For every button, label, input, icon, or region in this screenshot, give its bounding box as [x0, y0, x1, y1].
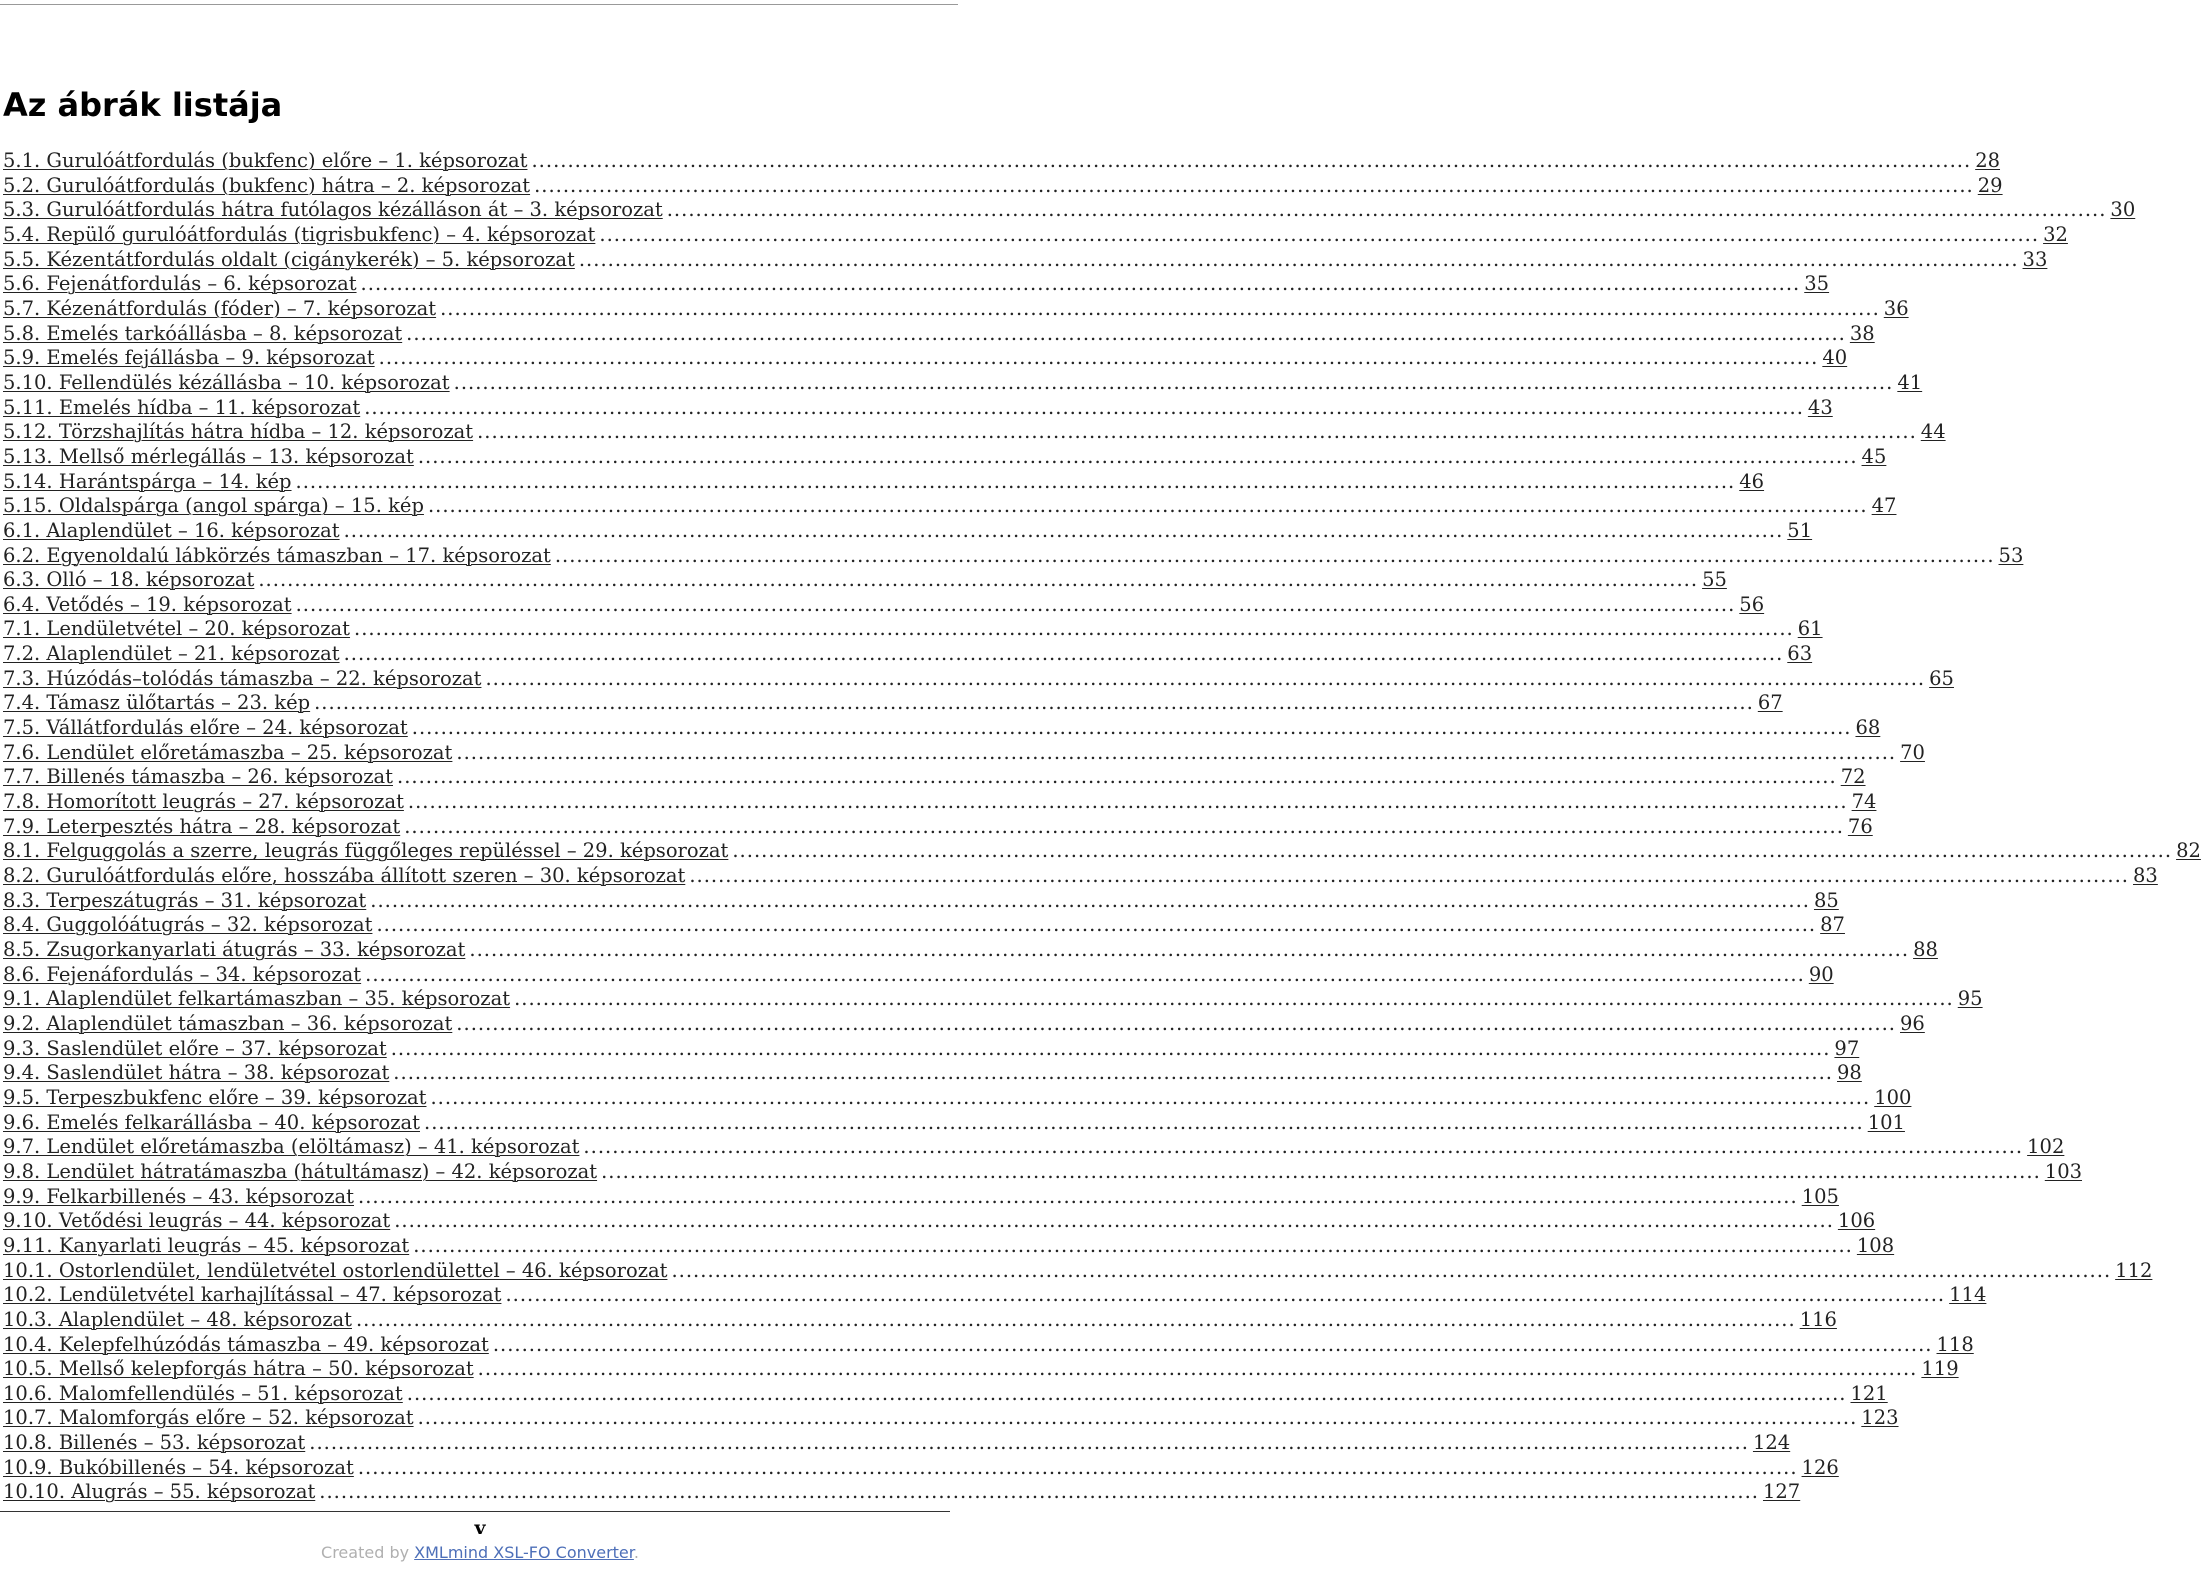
entry-page-number: 87 — [1820, 913, 1845, 937]
dot-leader: ........................................................................................................................................................................................................ — [258, 568, 1699, 592]
dot-leader: ........................................................................................................................................................................................................ — [469, 938, 1910, 961]
toc-entry[interactable] — [3, 1061, 1862, 1086]
entry-title: 7.1. Lendületvétel – 20. képsorozat — [3, 617, 351, 641]
entry-title: 5.6. Fejenátfordulás – 6. képsorozat — [3, 272, 357, 296]
dot-leader: ........................................................................................................................................................................................................ — [417, 1406, 1858, 1430]
entry-title: 5.3. Gurulóátfordulás hátra futólagos kézálláson át – 3. képsorozat — [3, 198, 663, 222]
toc-entry[interactable] — [3, 173, 2003, 199]
entry-page-number: 30 — [2110, 198, 2136, 222]
dot-leader: ........................................................................................................................................................................................................ — [394, 1209, 1834, 1233]
entry-page-number: 43 — [1807, 395, 1833, 419]
entry-page-number: 41 — [1897, 370, 1923, 394]
dot-leader: ........................................................................................................................................................................................................ — [578, 247, 2019, 271]
toc-entry[interactable] — [3, 716, 1881, 741]
page-number: v — [474, 1517, 486, 1539]
dot-leader: ........................................................................................................................................................................................................ — [424, 1110, 1864, 1134]
toc-entry[interactable] — [3, 1307, 1837, 1333]
toc-entry[interactable] — [3, 839, 2201, 864]
dot-leader: ........................................................................................................................................................................................................ — [505, 1283, 1946, 1307]
entry-page-number: 38 — [1849, 321, 1875, 345]
toc-entry[interactable] — [3, 691, 1783, 716]
entry-page-number: 40 — [1822, 346, 1848, 370]
entry-page-number: 33 — [2022, 247, 2048, 271]
toc-entry[interactable] — [3, 1283, 1987, 1308]
entry-page-number: 56 — [1739, 592, 1765, 616]
dot-leader: ........................................................................................................................................................................................................ — [492, 1332, 1933, 1356]
dot-leader: ........................................................................................................................................................................................................ — [477, 1357, 1918, 1381]
dot-leader: ........................................................................................................................................................................................................ — [531, 149, 1972, 172]
toc-entry[interactable] — [3, 395, 1833, 421]
entry-title: 5.1. Gurulóátfordulás (bukfenc) előre – 1. képsorozat — [3, 149, 528, 172]
toc-entry[interactable] — [3, 321, 1875, 347]
entry-title: 8.3. Terpeszátugrás – 31. képsorozat — [3, 888, 367, 912]
toc-entry[interactable] — [3, 790, 1877, 815]
dot-leader: ........................................................................................................................................................................................................ — [427, 494, 1868, 518]
entry-page-number: 53 — [1998, 543, 2024, 567]
dot-leader: ........................................................................................................................................................................................................ — [406, 1381, 1847, 1405]
entry-title: 10.6. Malomfellendülés – 51. képsorozat — [3, 1381, 403, 1405]
entry-page-number: 123 — [1861, 1406, 1899, 1430]
dot-leader: ........................................................................................................................................................................................................ — [411, 716, 1852, 740]
toc-entry[interactable] — [3, 1406, 1899, 1431]
toc-entry[interactable] — [3, 469, 1765, 495]
entry-title: 10.3. Alaplendület – 48. képsorozat — [3, 1307, 352, 1331]
dot-leader: ........................................................................................................................................................................................................ — [370, 888, 1810, 912]
entry-title: 5.11. Emelés hídba – 11. képsorozat — [3, 395, 361, 419]
toc-entry[interactable] — [3, 1233, 1895, 1259]
entry-page-number: 119 — [1921, 1357, 1959, 1381]
entry-page-number: 96 — [1900, 1011, 1925, 1035]
dot-leader: ........................................................................................................................................................................................................ — [485, 666, 1926, 690]
page-title: Az ábrák listája — [3, 86, 283, 124]
toc-entry[interactable] — [3, 1480, 1801, 1505]
entry-page-number: 32 — [2043, 222, 2068, 246]
entry-page-number: 97 — [1834, 1036, 1860, 1060]
converter-link[interactable]: XMLmind XSL-FO Converter — [414, 1543, 634, 1562]
entry-page-number: 98 — [1837, 1061, 1862, 1085]
footer-credit-prefix: Created by — [321, 1543, 415, 1562]
entry-page-number: 102 — [2027, 1135, 2065, 1159]
dot-leader: ........................................................................................................................................................................................................ — [295, 469, 1736, 493]
entry-page-number: 46 — [1739, 469, 1765, 493]
dot-leader: ........................................................................................................................................................................................................ — [456, 1011, 1896, 1035]
entry-title: 10.9. Bukóbillenés – 54. képsorozat — [3, 1455, 354, 1479]
entry-title: 8.5. Zsugorkanyarlati átugrás – 33. képsorozat — [3, 938, 466, 961]
toc-entry[interactable] — [3, 1110, 1905, 1136]
entry-page-number: 105 — [1801, 1184, 1839, 1208]
dot-leader: ........................................................................................................................................................................................................ — [413, 1233, 1853, 1257]
entry-title: 5.12. Törzshajlítás hátra hídba – 12. képsorozat — [3, 420, 474, 444]
dot-leader: ........................................................................................................................................................................................................ — [666, 198, 2107, 222]
entry-page-number: 35 — [1804, 272, 1830, 296]
dot-leader: ........................................................................................................................................................................................................ — [360, 272, 1801, 296]
dot-leader: ........................................................................................................................................................................................................ — [309, 1431, 1749, 1455]
toc-entry[interactable] — [3, 444, 1887, 470]
dot-leader: ........................................................................................................................................................................................................ — [343, 518, 1784, 542]
entry-page-number: 82 — [2176, 839, 2201, 863]
entry-title: 8.6. Fejenáfordulás – 34. képsorozat — [3, 962, 362, 986]
entry-page-number: 44 — [1920, 420, 1946, 444]
entry-page-number: 116 — [1799, 1307, 1837, 1331]
dot-leader: ........................................................................................................................................................................................................ — [453, 370, 1894, 394]
entry-title: 10.5. Mellső kelepforgás hátra – 50. képsorozat — [3, 1357, 474, 1381]
entry-title: 5.13. Mellső mérlegállás – 13. képsorozat — [3, 444, 414, 468]
toc-entry[interactable] — [3, 1184, 1839, 1210]
dot-leader: ........................................................................................................................................................................................................ — [404, 814, 1844, 838]
toc-entry[interactable] — [3, 1455, 1839, 1481]
entry-title: 6.2. Egyenoldalú lábkörzés támaszban – 17. képsorozat — [3, 543, 551, 567]
dot-leader: ........................................................................................................................................................................................................ — [430, 1085, 1871, 1109]
entry-title: 9.2. Alaplendület támaszban – 36. képsorozat — [3, 1011, 453, 1035]
dot-leader: ........................................................................................................................................................................................................ — [601, 1159, 2041, 1183]
toc-entry[interactable] — [3, 1135, 2065, 1160]
entry-title: 9.5. Terpeszbukfenc előre – 39. képsorozat — [3, 1085, 427, 1109]
toc-entry[interactable] — [3, 1381, 1888, 1407]
dot-leader: ........................................................................................................................................................................................................ — [319, 1480, 1759, 1504]
toc-entry[interactable] — [3, 346, 1848, 371]
entry-title: 5.15. Oldalspárga (angol spárga) – 15. kép — [3, 494, 424, 518]
entry-page-number: 68 — [1855, 716, 1881, 740]
toc-entry[interactable] — [3, 1357, 1959, 1382]
footer-rule — [0, 1511, 950, 1512]
toc-entry[interactable] — [3, 1036, 1860, 1062]
entry-title: 9.3. Saslendület előre – 37. képsorozat — [3, 1036, 387, 1060]
entry-page-number: 114 — [1949, 1283, 1987, 1307]
entry-title: 5.9. Emelés fejállásba – 9. képsorozat — [3, 346, 375, 370]
dot-leader: ........................................................................................................................................................................................................ — [406, 321, 1846, 345]
entry-page-number: 100 — [1874, 1085, 1912, 1109]
toc-entry[interactable] — [3, 518, 1813, 544]
entry-title: 7.5. Vállátfordulás előre – 24. képsorozat — [3, 716, 408, 740]
entry-title: 5.5. Kézentátfordulás oldalt (cigánykerék) – 5. képsorozat — [3, 247, 575, 271]
entry-title: 5.4. Repülő gurulóátfordulás (tigrisbukfenc) – 4. képsorozat — [3, 222, 596, 246]
toc-entry[interactable] — [3, 1209, 1876, 1234]
toc-entry[interactable] — [3, 272, 1830, 297]
entry-title: 6.4. Vetődés – 19. képsorozat — [3, 592, 292, 616]
entry-title: 7.2. Alaplendület – 21. képsorozat — [3, 642, 340, 666]
figure-list — [3, 149, 2201, 1505]
dot-leader: ........................................................................................................................................................................................................ — [390, 1036, 1831, 1060]
toc-entry[interactable] — [3, 1159, 2083, 1185]
entry-title: 9.9. Felkarbillenés – 43. képsorozat — [3, 1184, 354, 1208]
entry-title: 6.1. Alaplendület – 16. képsorozat — [3, 518, 340, 542]
entry-title: 8.4. Guggolóátugrás – 32. képsorozat — [3, 913, 373, 937]
dot-leader: ........................................................................................................................................................................................................ — [393, 1061, 1833, 1085]
entry-page-number: 72 — [1840, 765, 1866, 789]
entry-title: 7.7. Billenés támaszba – 26. képsorozat — [3, 765, 393, 789]
dot-leader: ........................................................................................................................................................................................................ — [358, 1184, 1798, 1208]
entry-page-number: 45 — [1861, 444, 1887, 468]
entry-page-number: 28 — [1975, 149, 2001, 172]
toc-entry[interactable] — [3, 814, 1873, 840]
entry-title: 5.7. Kézenátfordulás (fóder) – 7. képsorozat — [3, 296, 437, 320]
toc-entry[interactable] — [3, 592, 1765, 618]
entry-title: 10.8. Billenés – 53. képsorozat — [3, 1431, 306, 1455]
toc-entry[interactable] — [3, 864, 2158, 889]
toc-entry[interactable] — [3, 1258, 2153, 1284]
entry-page-number: 29 — [1977, 173, 2003, 197]
toc-entry[interactable] — [3, 962, 1834, 988]
toc-entry[interactable] — [3, 987, 1983, 1012]
toc-entry[interactable] — [3, 568, 1727, 593]
toc-entry[interactable] — [3, 494, 1897, 519]
entry-page-number: 61 — [1797, 617, 1823, 641]
entry-title: 7.3. Húzódás–tolódás támaszba – 22. képsorozat — [3, 666, 482, 690]
dot-leader: ........................................................................................................................................................................................................ — [355, 1307, 1796, 1331]
entry-page-number: 108 — [1856, 1233, 1895, 1257]
entry-title: 10.1. Ostorlendület, lendületvétel ostorlendülettel – 46. képsorozat — [3, 1258, 668, 1282]
entry-page-number: 112 — [2115, 1258, 2153, 1282]
entry-page-number: 74 — [1851, 790, 1877, 814]
entry-page-number: 36 — [1883, 296, 1909, 320]
toc-entry[interactable] — [3, 913, 1845, 938]
dot-leader: ........................................................................................................................................................................................................ — [378, 346, 1819, 370]
dot-leader: ........................................................................................................................................................................................................ — [477, 420, 1917, 444]
toc-entry[interactable] — [3, 247, 2048, 273]
entry-page-number: 90 — [1808, 962, 1834, 986]
entry-title: 9.6. Emelés felkarállásba – 40. képsorozat — [3, 1110, 420, 1134]
dot-leader: ........................................................................................................................................................................................................ — [417, 444, 1858, 468]
toc-entry[interactable] — [3, 1085, 1912, 1111]
entry-page-number: 118 — [1936, 1332, 1974, 1356]
entry-page-number: 95 — [1957, 987, 1983, 1011]
toc-entry[interactable] — [3, 617, 1823, 642]
entry-page-number: 76 — [1847, 814, 1873, 838]
dot-leader: ........................................................................................................................................................................................................ — [354, 617, 1794, 641]
entry-page-number: 51 — [1787, 518, 1813, 542]
dot-leader: ........................................................................................................................................................................................................ — [357, 1455, 1798, 1479]
entry-title: 7.9. Leterpesztés hátra – 28. képsorozat — [3, 814, 401, 838]
toc-entry[interactable] — [3, 938, 1938, 963]
top-rule — [0, 4, 958, 5]
footer-credit-suffix: . — [633, 1543, 639, 1562]
dot-leader: ........................................................................................................................................................................................................ — [689, 864, 2130, 888]
entry-title: 9.1. Alaplendület felkartámaszban – 35. képsorozat — [3, 987, 511, 1011]
entry-page-number: 67 — [1757, 691, 1783, 715]
dot-leader: ........................................................................................................................................................................................................ — [534, 173, 1974, 197]
dot-leader: ........................................................................................................................................................................................................ — [554, 543, 1995, 567]
dot-leader: ........................................................................................................................................................................................................ — [599, 222, 2040, 246]
entry-title: 5.10. Fellendülés kézállásba – 10. képsorozat — [3, 370, 450, 394]
entry-page-number: 55 — [1702, 568, 1727, 592]
entry-page-number: 126 — [1801, 1455, 1839, 1479]
toc-entry[interactable] — [3, 642, 1813, 667]
entry-page-number: 70 — [1900, 740, 1925, 764]
footer-credit — [0, 1543, 960, 1562]
entry-page-number: 47 — [1871, 494, 1897, 518]
entry-title: 8.1. Felguggolás a szerre, leugrás függőleges repüléssel – 29. képsorozat — [3, 839, 729, 863]
entry-page-number: 101 — [1867, 1110, 1905, 1134]
toc-entry[interactable] — [3, 370, 1923, 396]
dot-leader: ........................................................................................................................................................................................................ — [732, 839, 2173, 863]
toc-entry[interactable] — [3, 149, 2001, 174]
toc-entry[interactable] — [3, 765, 1866, 790]
dot-leader: ........................................................................................................................................................................................................ — [514, 987, 1954, 1011]
entry-title: 6.3. Olló – 18. képsorozat — [3, 568, 255, 592]
toc-entry[interactable] — [3, 1332, 1974, 1358]
entry-title: 9.4. Saslendület hátra – 38. képsorozat — [3, 1061, 390, 1085]
entry-page-number: 65 — [1929, 666, 1954, 690]
dot-leader: ........................................................................................................................................................................................................ — [456, 740, 1897, 764]
entry-title: 9.11. Kanyarlati leugrás – 45. képsorozat — [3, 1233, 410, 1257]
entry-title: 8.2. Gurulóátfordulás előre, hosszába állított szeren – 30. képsorozat — [3, 864, 686, 888]
dot-leader: ........................................................................................................................................................................................................ — [397, 765, 1837, 789]
dot-leader: ........................................................................................................................................................................................................ — [364, 395, 1804, 419]
entry-page-number: 85 — [1813, 888, 1839, 912]
dot-leader: ........................................................................................................................................................................................................ — [314, 691, 1754, 715]
entry-title: 5.2. Gurulóátfordulás (bukfenc) hátra – 2. képsorozat — [3, 173, 531, 197]
entry-page-number: 106 — [1837, 1209, 1876, 1233]
entry-title: 9.7. Lendület előretámaszba (elöltámasz) – 41. képsorozat — [3, 1135, 580, 1159]
entry-title: 10.10. Alugrás – 55. képsorozat — [3, 1480, 316, 1504]
toc-entry[interactable] — [3, 420, 1946, 445]
toc-entry[interactable] — [3, 543, 2024, 569]
entry-page-number: 88 — [1913, 938, 1938, 961]
dot-leader: ........................................................................................................................................................................................................ — [365, 962, 1805, 986]
toc-entry[interactable] — [3, 666, 1954, 692]
entry-title: 9.10. Vetődési leugrás – 44. képsorozat — [3, 1209, 391, 1233]
toc-entry[interactable] — [3, 198, 2136, 223]
dot-leader: ........................................................................................................................................................................................................ — [376, 913, 1817, 937]
entry-title: 5.8. Emelés tarkóállásba – 8. képsorozat — [3, 321, 403, 345]
dot-leader: ........................................................................................................................................................................................................ — [407, 790, 1848, 814]
entry-page-number: 127 — [1762, 1480, 1801, 1504]
toc-entry[interactable] — [3, 222, 2068, 248]
entry-title: 9.8. Lendület hátratámaszba (hátultámasz) – 42. képsorozat — [3, 1159, 598, 1183]
entry-page-number: 124 — [1752, 1431, 1791, 1455]
toc-entry[interactable] — [3, 296, 1909, 322]
entry-page-number: 83 — [2133, 864, 2158, 888]
dot-leader: ........................................................................................................................................................................................................ — [671, 1258, 2112, 1282]
entry-page-number: 121 — [1850, 1381, 1888, 1405]
entry-title: 10.7. Malomforgás előre – 52. képsorozat — [3, 1406, 414, 1430]
toc-entry[interactable] — [3, 1011, 1925, 1037]
entry-title: 10.4. Kelepfelhúzódás támaszba – 49. képsorozat — [3, 1332, 489, 1356]
entry-title: 10.2. Lendületvétel karhajlítással – 47. képsorozat — [3, 1283, 502, 1307]
entry-title: 7.4. Támasz ülőtartás – 23. kép — [3, 691, 311, 715]
entry-page-number: 63 — [1787, 642, 1813, 666]
entry-page-number: 103 — [2044, 1159, 2083, 1183]
dot-leader: ........................................................................................................................................................................................................ — [343, 642, 1784, 666]
dot-leader: ........................................................................................................................................................................................................ — [440, 296, 1880, 320]
toc-entry[interactable] — [3, 1431, 1791, 1456]
entry-title: 5.14. Harántspárga – 14. kép — [3, 469, 292, 493]
toc-entry[interactable] — [3, 740, 1925, 766]
entry-title: 7.6. Lendület előretámaszba – 25. képsorozat — [3, 740, 453, 764]
toc-entry[interactable] — [3, 888, 1839, 914]
dot-leader: ........................................................................................................................................................................................................ — [583, 1135, 2024, 1159]
entry-title: 7.8. Homorított leugrás – 27. képsorozat — [3, 790, 404, 814]
dot-leader: ........................................................................................................................................................................................................ — [295, 592, 1736, 616]
